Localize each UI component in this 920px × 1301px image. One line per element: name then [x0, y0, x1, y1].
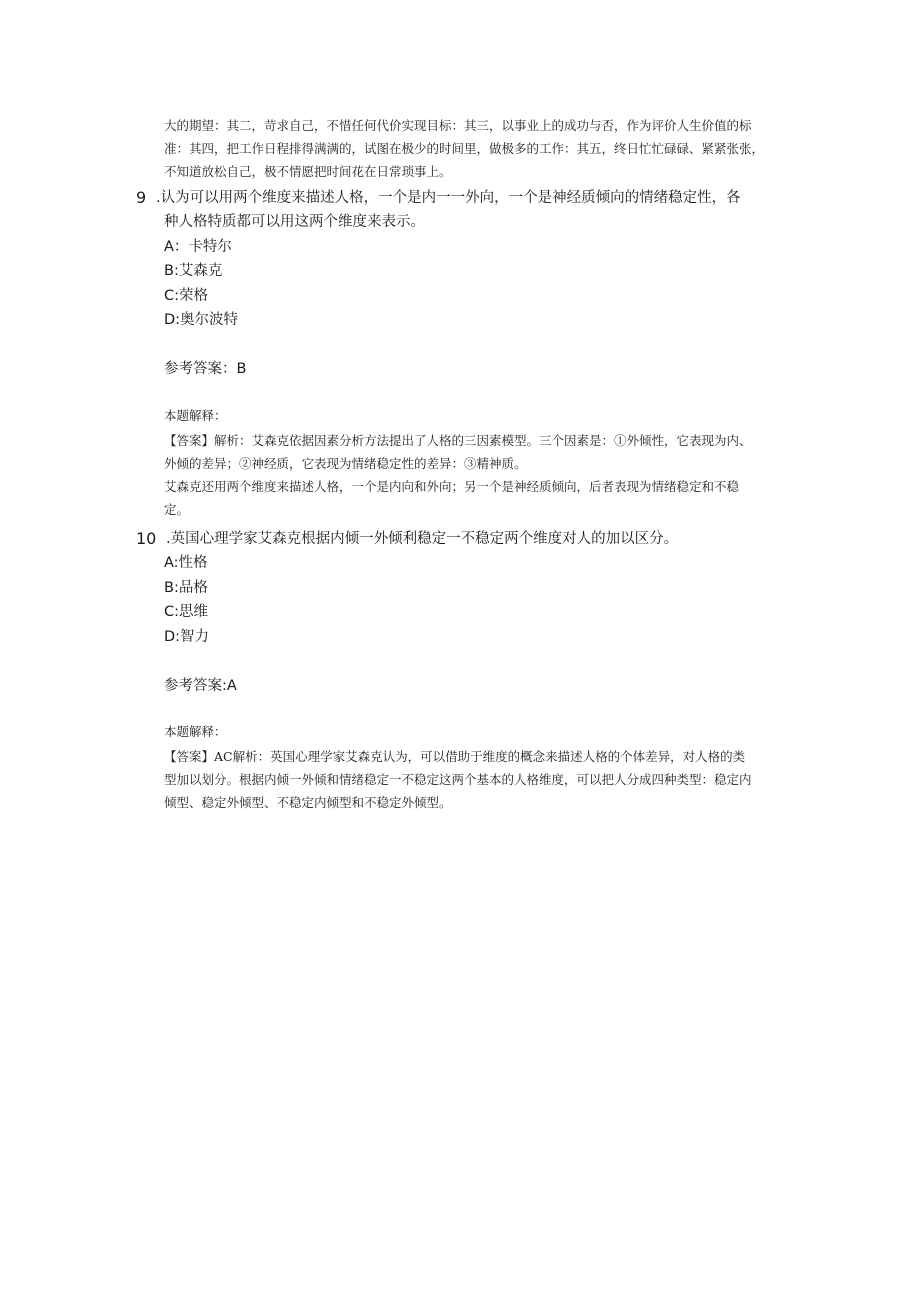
- explain-line: 艾森克还用两个维度来描述人格，一个是内向和外向；另一个是神经质倾向，后者表现为情绪稳定和不稳: [164, 479, 740, 494]
- question-10-number: 10: [136, 529, 157, 548]
- intro-line: 不知道放松自己，极不情愿把时间花在日常琐事上。: [164, 164, 452, 179]
- question-10-option-c: C:思维: [164, 604, 209, 620]
- question-9-stem-line2: 种人格特质都可以用这两个维度来表示。: [164, 214, 425, 230]
- question-9-number: 9: [136, 188, 147, 207]
- explain-line: 外倾的差异；②神经质，它表现为情绪稳定性的差异：③精神质。: [164, 456, 527, 471]
- question-10-explanation: [164, 745, 794, 814]
- explain-line: 型加以划分。根据内倾一外倾和情绪稳定一不稳定这两个基本的人格维度，可以把人分成四种类型：稳定内: [164, 772, 752, 787]
- question-9-stem-line1: .认为可以用两个维度来描述人格，一个是内一一外向，一个是神经质倾向的情绪稳定性，各: [156, 190, 741, 206]
- intro-line: 大的期望：其二，苛求自己，不惜任何代价实现目标：其三，以事业上的成功与否，作为评价人生价值的标: [164, 118, 752, 133]
- question-10-option-d: D:智力: [164, 629, 210, 645]
- question-10-explain-title: 本题解释：: [164, 724, 227, 739]
- explain-line: 【答案】AC解析：英国心理学家艾森克认为，可以借助于维度的概念来描述人格的个体差异，对人格的类: [164, 749, 746, 764]
- question-10-option-a: A:性格: [164, 555, 208, 571]
- intro-paragraph: [164, 114, 794, 183]
- question-10-stem-line1: .英国心理学家艾森克根据内倾一外倾利稳定一不稳定两个维度对人的加以区分。: [166, 531, 679, 547]
- question-9-option-b: B:艾森克: [164, 263, 223, 279]
- question-9-explanation: [164, 429, 794, 521]
- question-9-option-a: A：卡特尔: [164, 239, 232, 255]
- question-10-option-b: B:品格: [164, 580, 208, 596]
- explain-line: 倾型、稳定外倾型、不稳定内倾型和不稳定外倾型。: [164, 795, 452, 810]
- question-9-answer: 参考答案：B: [164, 361, 247, 377]
- question-10-answer: 参考答案:A: [164, 678, 237, 694]
- intro-line: 准：其四，把工作日程排得满满的，试图在极少的时间里，做极多的工作：其五，终日忙忙碌碌、紧紧张张，: [164, 141, 765, 156]
- explain-line: 【答案】解析：艾森克依据因素分析方法提出了人格的三因素模型。三个因素是：①外倾性，它表现为内、: [164, 433, 752, 448]
- question-9-option-d: D:奥尔波特: [164, 312, 239, 328]
- question-9-explain-title: 本题解释：: [164, 408, 227, 423]
- question-9-option-c: C:荣格: [164, 288, 209, 304]
- explain-line: 定。: [164, 502, 190, 517]
